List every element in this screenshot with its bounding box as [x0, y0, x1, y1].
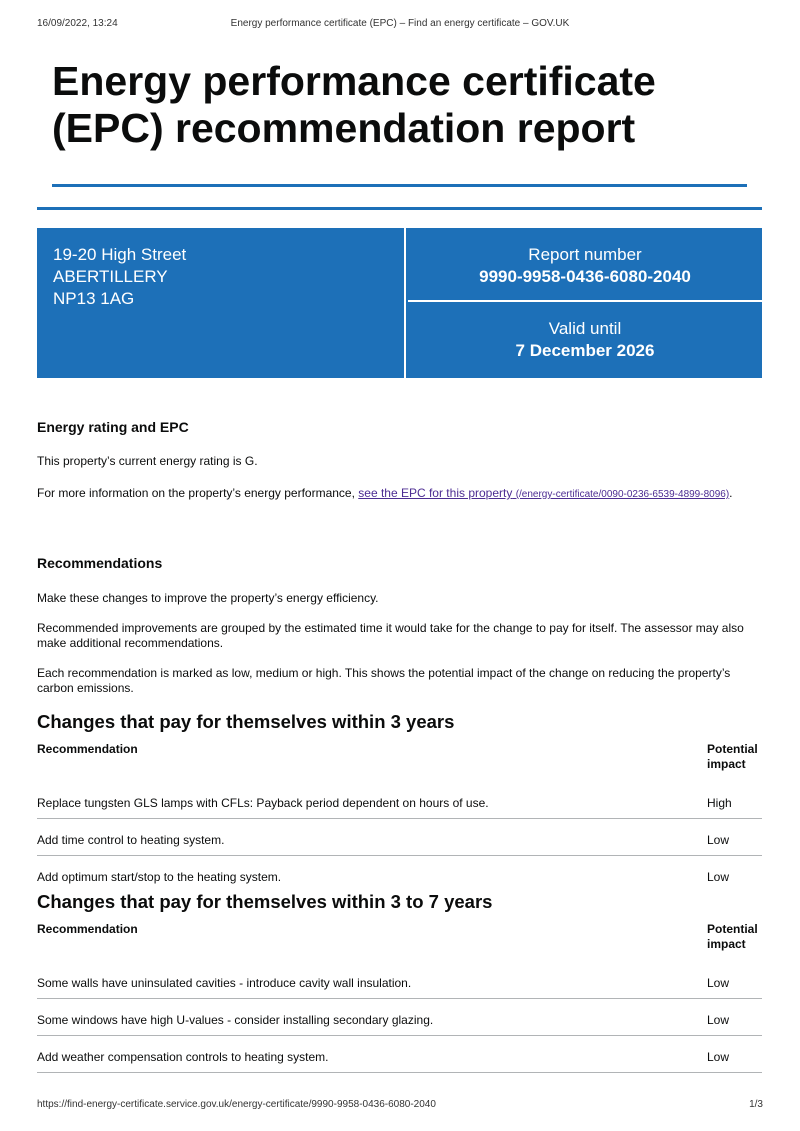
address-line-1: 19-20 High Street: [53, 245, 187, 264]
more-info-suffix: .: [729, 486, 733, 500]
impact-value: High: [707, 796, 732, 810]
report-number-cell: [408, 228, 762, 302]
see-epc-link-url: (/energy-certificate/0090-0236-6539-4899-8096): [515, 489, 730, 500]
impact-value: Low: [707, 870, 730, 884]
recommendations-grouping-note: Recommended improvements are grouped by the estimated time it would take for the change to pay for itself. The assessor may also make additional recommendations.: [37, 621, 744, 650]
print-datetime: 16/09/2022, 13:24: [37, 18, 118, 29]
energy-rating-heading: Energy rating and EPC: [37, 419, 189, 435]
table-header: [37, 742, 762, 782]
valid-until-label: Valid until: [548, 319, 622, 338]
recommendations-table-3-to-7-years: [37, 922, 762, 1073]
more-info-prefix: For more information on the property’s energy performance,: [37, 486, 359, 500]
section-divider: [37, 207, 762, 210]
table-row: [37, 782, 762, 819]
recommendations-heading: Recommendations: [37, 555, 163, 571]
more-info-paragraph: [37, 486, 762, 502]
address-postcode: NP13 1AG: [53, 289, 135, 308]
column-header-potential-impact: Potential impact: [707, 922, 758, 951]
table-row: [37, 999, 762, 1036]
current-rating-text: This property’s current energy rating is G.: [37, 454, 258, 468]
recommendation-text: Some windows have high U-values - consider installing secondary glazing.: [37, 1013, 434, 1027]
recommendation-text: Some walls have uninsulated cavities - introduce cavity wall insulation.: [37, 976, 412, 990]
recommendation-text: Add time control to heating system.: [37, 833, 225, 847]
property-address: [37, 228, 406, 378]
title-divider: [52, 184, 747, 187]
impact-value: Low: [707, 1050, 730, 1064]
print-document-title: Energy performance certificate (EPC) – Find an energy certificate – GOV.UK: [230, 18, 570, 29]
page-title: Energy performance certificate (EPC) recommendation report: [52, 58, 656, 151]
impact-value: Low: [707, 1013, 730, 1027]
property-summary-box: [37, 228, 762, 378]
column-header-recommendation: Recommendation: [37, 922, 138, 936]
table-row: [37, 856, 762, 892]
print-page-number: 1/3: [749, 1099, 763, 1110]
column-header-recommendation: Recommendation: [37, 742, 138, 756]
group-heading-3-years: Changes that pay for themselves within 3 years: [37, 711, 455, 732]
impact-value: Low: [707, 833, 730, 847]
address-line-2: ABERTILLERY: [53, 267, 168, 286]
print-footer-url: https://find-energy-certificate.service.gov.uk/energy-certificate/9990-9958-0436-6080-2040: [37, 1099, 436, 1110]
table-header: [37, 922, 762, 962]
group-heading-3-to-7-years: Changes that pay for themselves within 3 to 7 years: [37, 891, 493, 912]
table-row: [37, 962, 762, 999]
recommendations-table-3-years: [37, 742, 762, 892]
impact-value: Low: [707, 976, 730, 990]
table-row: [37, 1036, 762, 1073]
recommendation-text: Add weather compensation controls to heating system.: [37, 1050, 329, 1064]
valid-until-cell: [408, 302, 762, 378]
table-row: [37, 819, 762, 856]
print-header: [37, 18, 763, 32]
valid-until-value: 7 December 2026: [515, 341, 655, 360]
recommendation-text: Add optimum start/stop to the heating system.: [37, 870, 282, 884]
recommendation-text: Replace tungsten GLS lamps with CFLs: Payback period dependent on hours of use.: [37, 796, 489, 810]
recommendations-intro: Make these changes to improve the property’s energy efficiency.: [37, 591, 379, 605]
see-epc-link[interactable]: [358, 486, 729, 500]
report-number-value: 9990-9958-0436-6080-2040: [479, 267, 691, 286]
see-epc-link-text: see the EPC for this property: [358, 486, 513, 500]
column-header-potential-impact: Potential impact: [707, 742, 758, 771]
recommendations-impact-note: Each recommendation is marked as low, medium or high. This shows the potential impact of the change on reducing the property’s carbon emissions.: [37, 666, 731, 695]
print-footer: [37, 1099, 763, 1113]
report-number-label: Report number: [528, 245, 642, 264]
